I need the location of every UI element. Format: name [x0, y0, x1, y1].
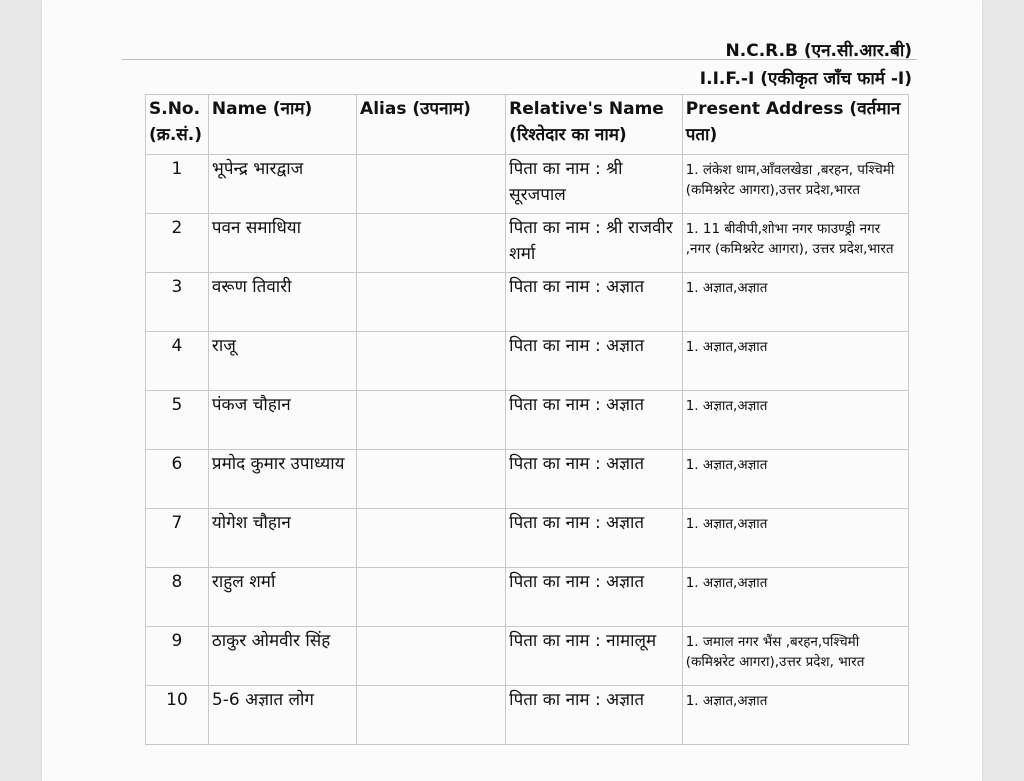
cell-relative: पिता का नाम : अज्ञात	[506, 686, 683, 745]
table-row	[146, 391, 909, 450]
cell-alias	[357, 627, 506, 686]
cell-alias	[357, 450, 506, 509]
cell-alias	[357, 391, 506, 450]
cell-sno: 8	[146, 568, 209, 627]
cell-address: 1. अज्ञात,अज्ञात	[682, 273, 908, 332]
form-title: I.I.F.-I (एकीकृत जाँच फार्म -I)	[699, 69, 912, 89]
cell-sno: 9	[146, 627, 209, 686]
cell-address: 1. अज्ञात,अज्ञात	[682, 391, 908, 450]
cell-name: भूपेन्द्र भारद्वाज	[208, 155, 356, 214]
cell-name: पंकज चौहान	[208, 391, 356, 450]
cell-alias	[357, 686, 506, 745]
cell-relative: पिता का नाम : अज्ञात	[506, 391, 683, 450]
table-row	[146, 214, 909, 273]
cell-name: ठाकुर ओमवीर सिंह	[208, 627, 356, 686]
cell-name: राजू	[208, 332, 356, 391]
cell-relative: पिता का नाम : श्री सूरजपाल	[506, 155, 683, 214]
accused-table	[145, 94, 909, 745]
cell-address: 1. लंकेश धाम,आँवलखेडा ,बरहन, पश्चिमी (कमिश्नरेट आगरा),उत्तर प्रदेश,भारत	[682, 155, 908, 214]
cell-name: योगेश चौहान	[208, 509, 356, 568]
form-agency-title: N.C.R.B (एन.सी.आर.बी)	[725, 41, 912, 61]
table-row	[146, 273, 909, 332]
cell-name: राहुल शर्मा	[208, 568, 356, 627]
cell-address: 1. अज्ञात,अज्ञात	[682, 509, 908, 568]
cell-address: 1. 11 बीवीपी,शोभा नगर फाउण्ड्री नगर ,नगर (कमिश्नरेट आगरा), उत्तर प्रदेश,भारत	[682, 214, 908, 273]
cell-address: 1. जमाल नगर भैंस ,बरहन,पश्चिमी (कमिश्नरेट आगरा),उत्तर प्रदेश, भारत	[682, 627, 908, 686]
cell-sno: 3	[146, 273, 209, 332]
cell-sno: 2	[146, 214, 209, 273]
cell-relative: पिता का नाम : अज्ञात	[506, 450, 683, 509]
table-header-row	[146, 95, 909, 155]
cell-name: वरूण तिवारी	[208, 273, 356, 332]
column-header-name: Name (नाम)	[208, 95, 356, 155]
cell-sno: 6	[146, 450, 209, 509]
cell-relative: पिता का नाम : अज्ञात	[506, 509, 683, 568]
cell-alias	[357, 214, 506, 273]
column-header-alias: Alias (उपनाम)	[357, 95, 506, 155]
cell-relative: पिता का नाम : अज्ञात	[506, 332, 683, 391]
table-row	[146, 450, 909, 509]
cell-address: 1. अज्ञात,अज्ञात	[682, 568, 908, 627]
table-row	[146, 686, 909, 745]
cell-address: 1. अज्ञात,अज्ञात	[682, 686, 908, 745]
cell-sno: 10	[146, 686, 209, 745]
cell-sno: 4	[146, 332, 209, 391]
cell-relative: पिता का नाम : नामालूम	[506, 627, 683, 686]
table-row	[146, 509, 909, 568]
cell-alias	[357, 332, 506, 391]
table-row	[146, 332, 909, 391]
cell-sno: 5	[146, 391, 209, 450]
cell-alias	[357, 509, 506, 568]
column-header-sno: S.No. (क्र.सं.)	[146, 95, 209, 155]
cell-sno: 7	[146, 509, 209, 568]
cell-address: 1. अज्ञात,अज्ञात	[682, 332, 908, 391]
table-row	[146, 568, 909, 627]
cell-alias	[357, 273, 506, 332]
cell-alias	[357, 155, 506, 214]
cell-alias	[357, 568, 506, 627]
cell-name: पवन समाधिया	[208, 214, 356, 273]
cell-name: प्रमोद कुमार उपाध्याय	[208, 450, 356, 509]
cell-name: 5-6 अज्ञात लोग	[208, 686, 356, 745]
column-header-address: Present Address (वर्तमान पता)	[682, 95, 908, 155]
table-row	[146, 627, 909, 686]
table-row	[146, 155, 909, 214]
cell-relative: पिता का नाम : श्री राजवीर शर्मा	[506, 214, 683, 273]
column-header-relative: Relative's Name (रिश्तेदार का नाम)	[506, 95, 683, 155]
cell-relative: पिता का नाम : अज्ञात	[506, 568, 683, 627]
cell-relative: पिता का नाम : अज्ञात	[506, 273, 683, 332]
cell-address: 1. अज्ञात,अज्ञात	[682, 450, 908, 509]
cell-sno: 1	[146, 155, 209, 214]
